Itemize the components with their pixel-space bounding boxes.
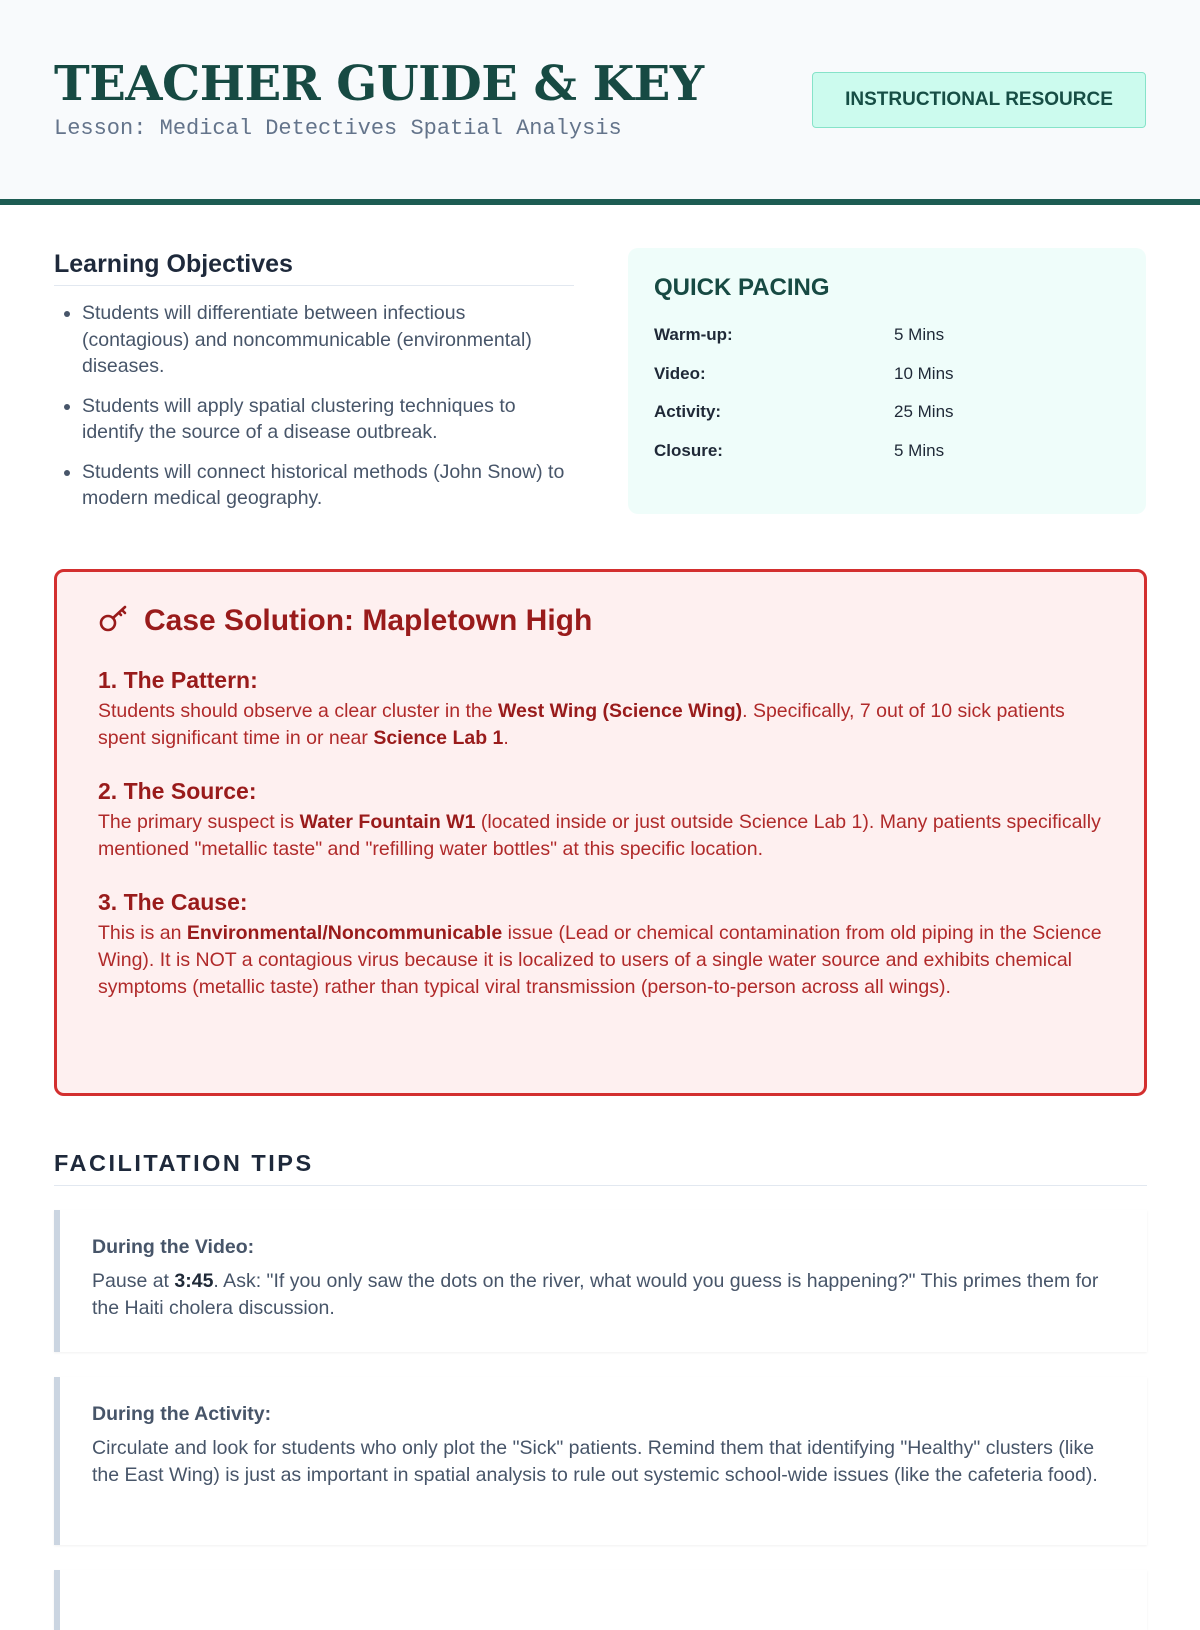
objectives-heading: Learning Objectives bbox=[54, 250, 574, 286]
pacing-heading: QUICK PACING bbox=[654, 274, 830, 301]
pattern-text: Students should observe a clear cluster in the West Wing (Science Wing). Specifically, 7 out of 10 sick patients spent significant time in or near Science Lab 1. bbox=[98, 700, 1065, 749]
pacing-label: Closure: bbox=[654, 440, 723, 460]
tip-heading: During the Activity: bbox=[92, 1403, 272, 1425]
case-title-row bbox=[98, 602, 1104, 639]
instructional-resource-badge: INSTRUCTIONAL RESOURCE bbox=[812, 72, 1146, 128]
tip-body: Circulate and look for students who only plot the "Sick" patients. Remind them that identifying "Healthy" clusters (like the East Wing) is just as important in spatial analysis to rule out systemic school-wide issues (like the cafeteria food). bbox=[92, 1437, 1098, 1486]
case-solution-box bbox=[54, 569, 1147, 1096]
page-header bbox=[0, 0, 1200, 205]
case-title: Case Solution: Mapletown High bbox=[144, 603, 593, 637]
page-title: TEACHER GUIDE & KEY bbox=[54, 56, 704, 112]
emphasis: West Wing (Science Wing) bbox=[497, 700, 743, 722]
tip-card-video bbox=[54, 1210, 1147, 1352]
tip-card-next bbox=[54, 1570, 1147, 1630]
emphasis: 3:45 bbox=[174, 1270, 214, 1292]
quick-pacing-panel bbox=[628, 248, 1146, 514]
objective-item: • Students will differentiate between infectious (contagious) and noncommunicable (environmental) diseases. bbox=[82, 300, 574, 380]
key-icon bbox=[98, 602, 130, 639]
pacing-row-video bbox=[654, 355, 1120, 394]
lesson-subtitle: Lesson: Medical Detectives Spatial Analysis bbox=[54, 116, 622, 141]
objective-item: • Students will connect historical methods (John Snow) to modern medical geography. bbox=[82, 459, 574, 512]
pacing-label: Warm-up: bbox=[654, 325, 733, 345]
pattern-heading: 1. The Pattern: bbox=[98, 667, 258, 693]
cause-heading: 3. The Cause: bbox=[98, 889, 248, 916]
learning-objectives bbox=[54, 250, 574, 525]
pacing-row-closure bbox=[654, 432, 1120, 471]
pacing-value: 5 Mins bbox=[894, 325, 945, 345]
pacing-value: 25 Mins bbox=[894, 402, 954, 422]
source-text: The primary suspect is Water Fountain W1 (located inside or just outside Science Lab 1). Many patients specifically mentioned "metallic taste" and "refilling water bottles" at this specific location. bbox=[98, 811, 1101, 860]
tip-card-activity bbox=[54, 1377, 1147, 1545]
pacing-label: Video: bbox=[654, 363, 706, 383]
cause-text: This is an Environmental/Noncommunicable issue (Lead or chemical contamination from old piping in the Science Wing). It is NOT a contagious virus because it is localized to users of a single water source and exhibits chemical symptoms (metallic taste) rather than typical viral transmission (person-to-person across all wings). bbox=[98, 922, 1102, 998]
pacing-value: 10 Mins bbox=[894, 363, 954, 383]
tip-body: Pause at 3:45. Ask: "If you only saw the dots on the river, what would you guess is happening?" This primes them for the Haiti cholera discussion. bbox=[92, 1270, 1099, 1319]
emphasis: Science Lab 1 bbox=[373, 726, 504, 749]
source-heading: 2. The Source: bbox=[98, 778, 257, 805]
objectives-list bbox=[54, 300, 574, 512]
emphasis: Environmental/Noncommunicable bbox=[186, 922, 503, 945]
pacing-row-warmup bbox=[654, 316, 1120, 355]
pacing-label: Activity: bbox=[654, 402, 722, 422]
facilitation-tips-heading: FACILITATION TIPS bbox=[54, 1150, 1147, 1186]
emphasis: Water Fountain W1 bbox=[299, 811, 476, 834]
objective-item: • Students will apply spatial clustering techniques to identify the source of a disease outbreak. bbox=[82, 393, 574, 446]
pacing-value: 5 Mins bbox=[894, 440, 945, 460]
pacing-row-activity bbox=[654, 393, 1120, 432]
tip-heading: During the Video: bbox=[92, 1236, 255, 1258]
